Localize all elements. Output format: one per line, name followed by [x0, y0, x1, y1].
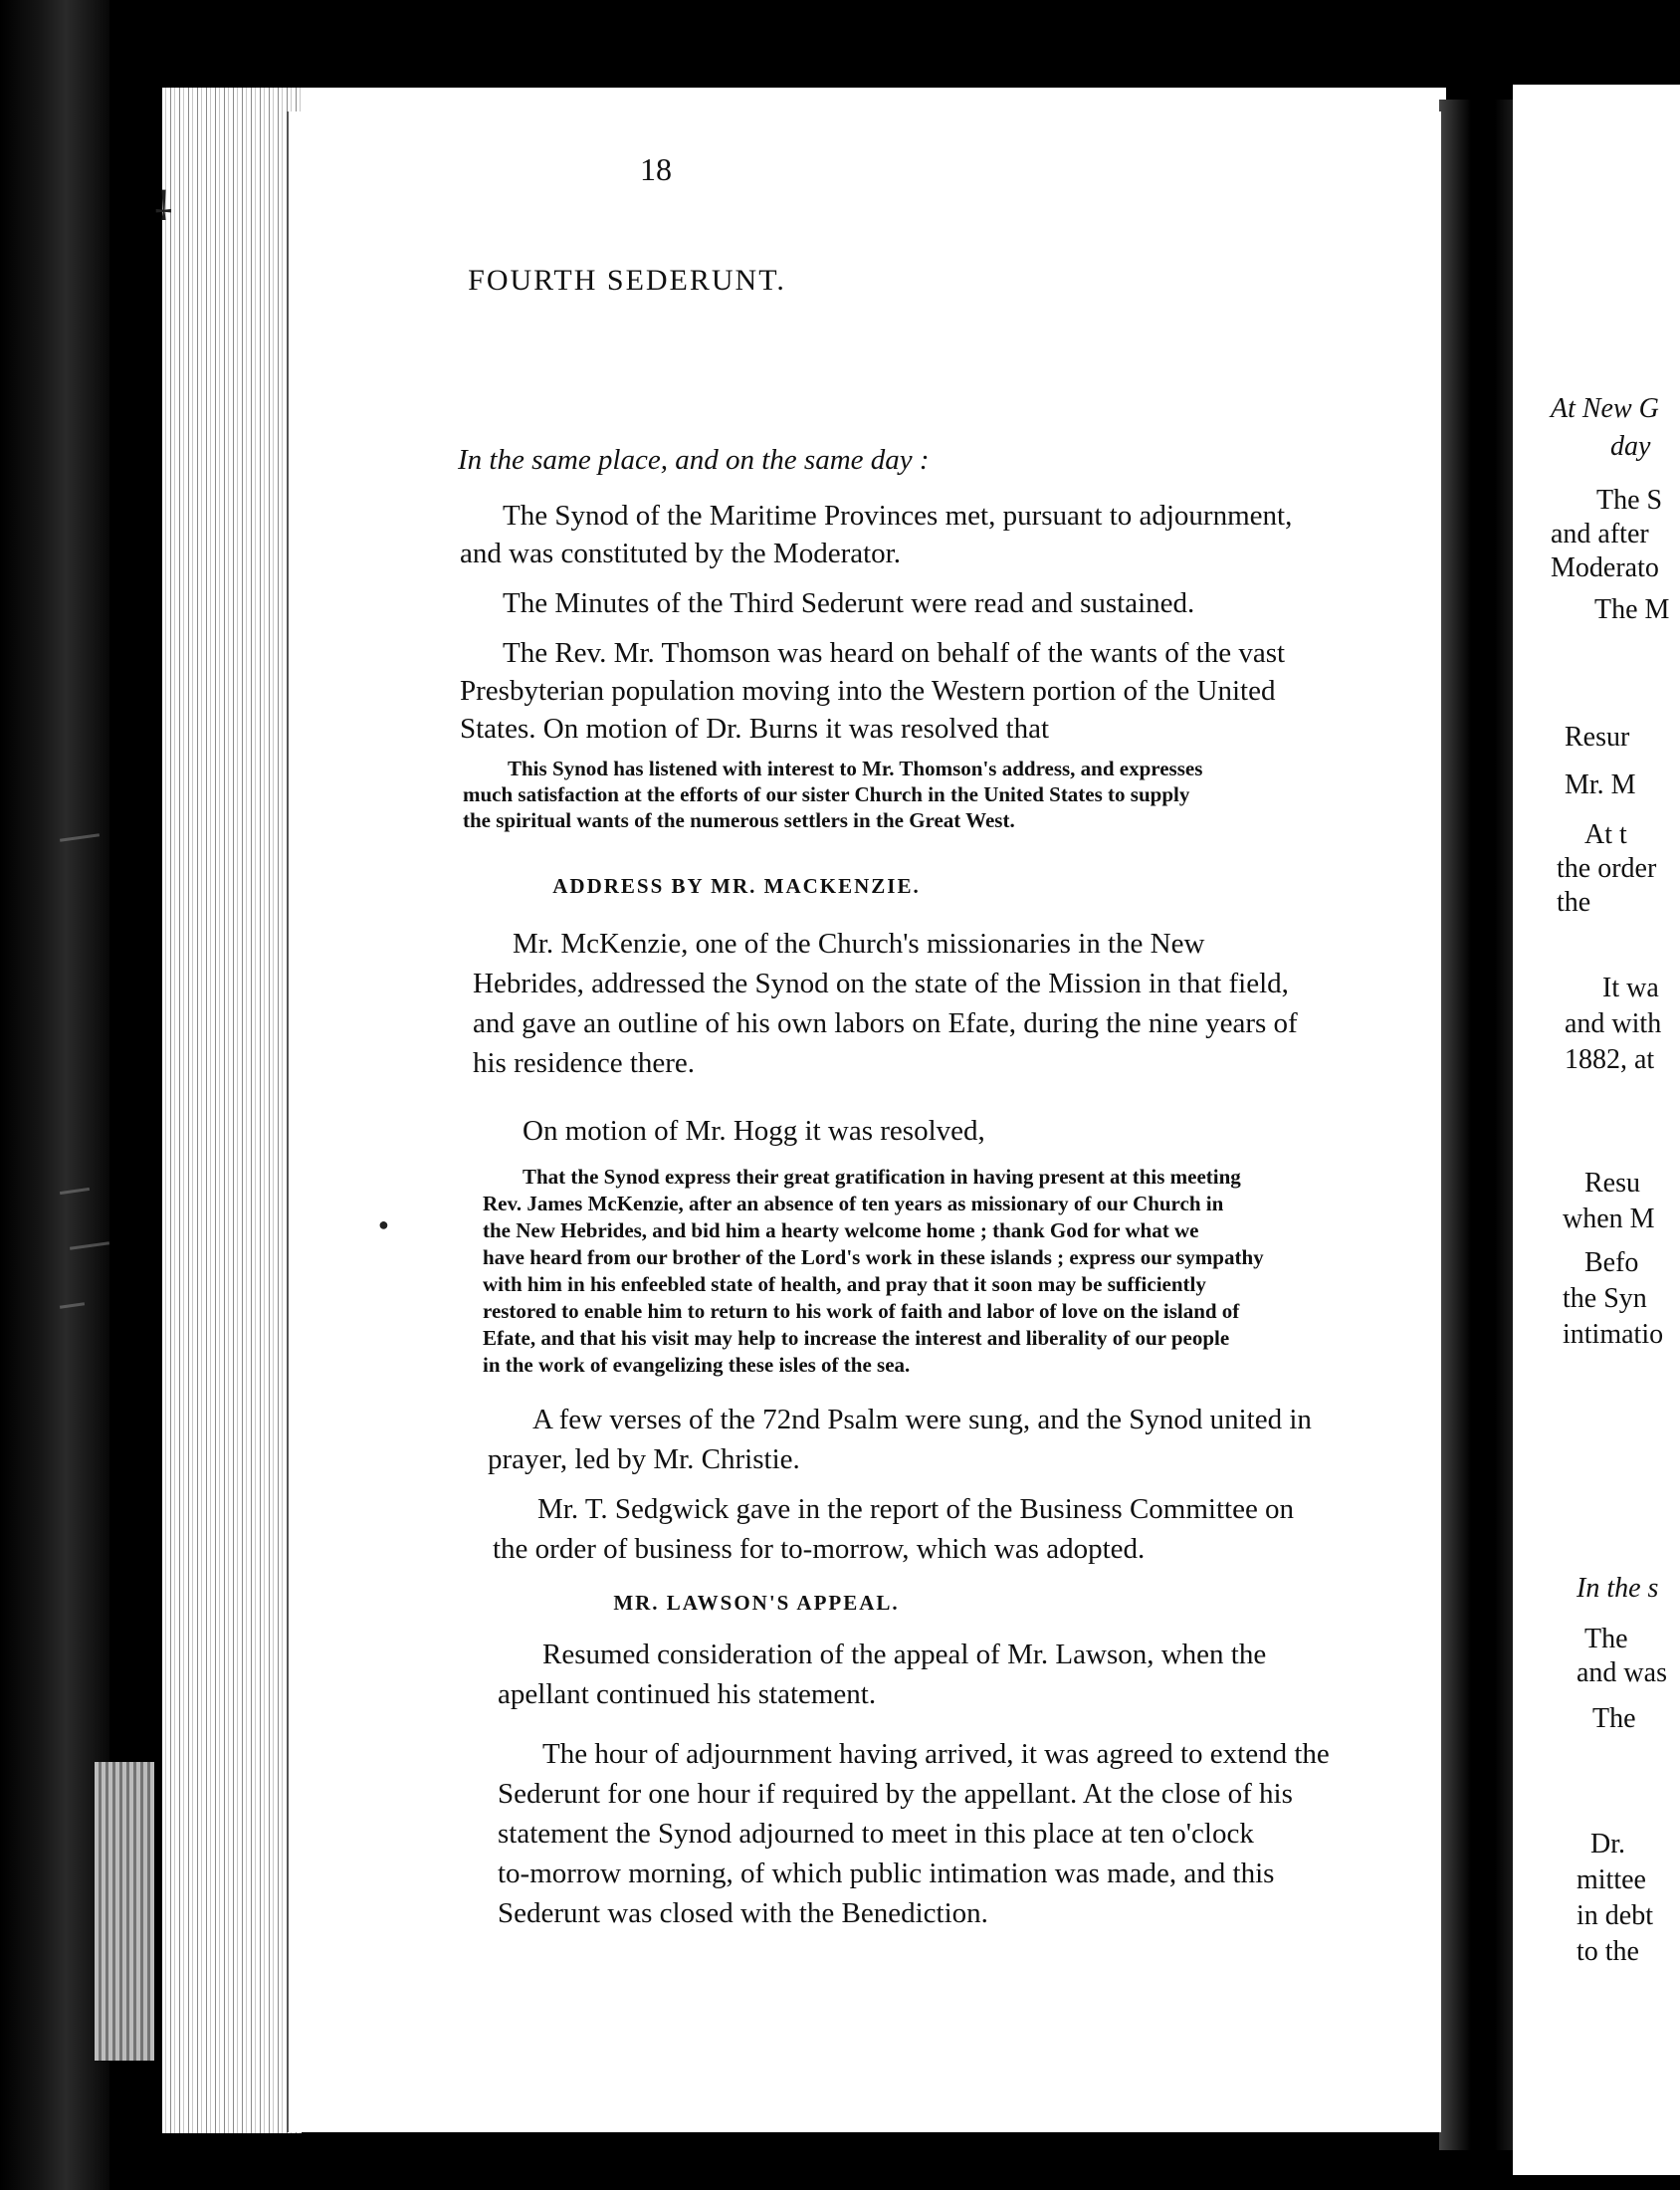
text-line: States. On motion of Dr. Burns it was resolved that	[460, 713, 1050, 745]
text-line: to-morrow morning, of which public intimation was made, and this	[498, 1858, 1275, 1889]
facing-line: the order	[1557, 853, 1657, 884]
text-line: his residence there.	[473, 1047, 696, 1079]
text-line: in the work of evangelizing these isles of the sea.	[483, 1353, 911, 1377]
paragraph-minutes: The Minutes of the Third Sederunt were read and sustained.	[503, 587, 1195, 619]
heading-lawson: MR. LAWSON'S APPEAL.	[613, 1591, 900, 1615]
text-line: That the Synod express their great gratification in having present at this meeting	[523, 1165, 1241, 1189]
facing-line: The S	[1596, 485, 1663, 516]
page-number: 18	[640, 151, 672, 187]
text-line: The Synod of the Maritime Provinces met, pursuant to adjournment,	[503, 500, 1293, 532]
facing-line: the	[1557, 887, 1591, 918]
facing-line: Moderato	[1551, 552, 1659, 583]
section-title: FOURTH SEDERUNT.	[468, 264, 786, 297]
heading-address: ADDRESS BY MR. MACKENZIE.	[552, 874, 921, 898]
pencil-mark: ⸸	[154, 184, 173, 229]
facing-line: The M	[1594, 594, 1670, 625]
text-line: A few verses of the 72nd Psalm were sung, and the Synod united in	[532, 1404, 1312, 1435]
text-line: the order of business for to-morrow, which was adopted.	[493, 1533, 1146, 1565]
facing-line: day	[1610, 431, 1651, 462]
text-line: apellant continued his statement.	[498, 1678, 877, 1710]
paragraph-hogg: On motion of Mr. Hogg it was resolved,	[523, 1115, 985, 1147]
text-line: much satisfaction at the efforts of our sister Church in the United States to supply	[463, 782, 1190, 806]
text-line: Rev. James McKenzie, after an absence of ten years as missionary of our Church in	[483, 1192, 1224, 1215]
text-line: Hebrides, addressed the Synod on the state of the Mission in that field,	[473, 968, 1289, 999]
text-line: the spiritual wants of the numerous settlers in the Great West.	[463, 808, 1015, 832]
book-spine	[0, 0, 109, 2190]
text-line: The Rev. Mr. Thomson was heard on behalf of the wants of the vast	[503, 637, 1286, 669]
facing-line: Resur	[1565, 722, 1630, 753]
facing-line: The	[1584, 1624, 1628, 1654]
text-line: Efate, and that his visit may help to increase the interest and liberality of our people	[483, 1326, 1230, 1350]
text-line: have heard from our brother of the Lord's work in these islands ; express our sympathy	[483, 1245, 1264, 1269]
facing-line: in debt	[1576, 1900, 1653, 1931]
text-line: statement the Synod adjourned to meet in this place at ten o'clock	[498, 1818, 1254, 1850]
text-line: the New Hebrides, and bid him a hearty welcome home ; thank God for what we	[483, 1218, 1199, 1242]
text-line: Mr. T. Sedgwick gave in the report of the Business Committee on	[537, 1493, 1295, 1525]
facing-line: The	[1592, 1703, 1636, 1734]
facing-line: At t	[1584, 819, 1627, 850]
facing-line: when M	[1563, 1204, 1655, 1234]
facing-line: to the	[1576, 1936, 1639, 1967]
facing-line: and with	[1565, 1008, 1662, 1039]
text-line: Sederunt for one hour if required by the appellant. At the close of his	[498, 1778, 1293, 1810]
text-line: with him in his enfeebled state of health, and pray that it soon may be sufficiently	[483, 1272, 1206, 1296]
facing-line: and was	[1576, 1657, 1667, 1688]
text-line: and gave an outline of his own labors on Efate, during the nine years of	[473, 1007, 1298, 1039]
facing-line: Mr. M	[1565, 769, 1636, 800]
facing-line: 1882, at	[1565, 1044, 1655, 1075]
facing-line: It wa	[1602, 973, 1659, 1003]
ink-speck: ●	[378, 1214, 389, 1234]
text-line: This Synod has listened with interest to Mr. Thomson's address, and expresses	[508, 757, 1203, 780]
facing-line: and after	[1551, 519, 1649, 549]
page-stack	[162, 88, 302, 2133]
facing-line: intimatio	[1563, 1319, 1664, 1350]
book-fore-edge	[95, 1762, 154, 2061]
book-gutter	[1439, 100, 1519, 2150]
facing-line: In the s	[1576, 1573, 1659, 1604]
facing-line: Resu	[1584, 1168, 1640, 1199]
text-line: Resumed consideration of the appeal of Mr. Lawson, when the	[542, 1639, 1267, 1670]
opening-line: In the same place, and on the same day :	[458, 444, 930, 476]
facing-line: Befo	[1584, 1247, 1639, 1278]
text-line: The hour of adjournment having arrived, it was agreed to extend the	[542, 1738, 1330, 1770]
text-line: prayer, led by Mr. Christie.	[488, 1443, 800, 1475]
text-line: restored to enable him to return to his work of faith and labor of love on the island of	[483, 1299, 1240, 1323]
facing-line: Dr.	[1590, 1829, 1625, 1860]
facing-line: At New G	[1551, 393, 1659, 424]
text-line: and was constituted by the Moderator.	[460, 538, 901, 569]
facing-page	[1513, 85, 1680, 2175]
facing-line: the Syn	[1563, 1283, 1647, 1314]
text-line: Mr. McKenzie, one of the Church's missionaries in the New	[513, 928, 1205, 960]
facing-line: mittee	[1576, 1864, 1646, 1895]
text-line: Sederunt was closed with the Benediction.	[498, 1897, 988, 1929]
text-line: Presbyterian population moving into the Western portion of the United	[460, 675, 1276, 707]
